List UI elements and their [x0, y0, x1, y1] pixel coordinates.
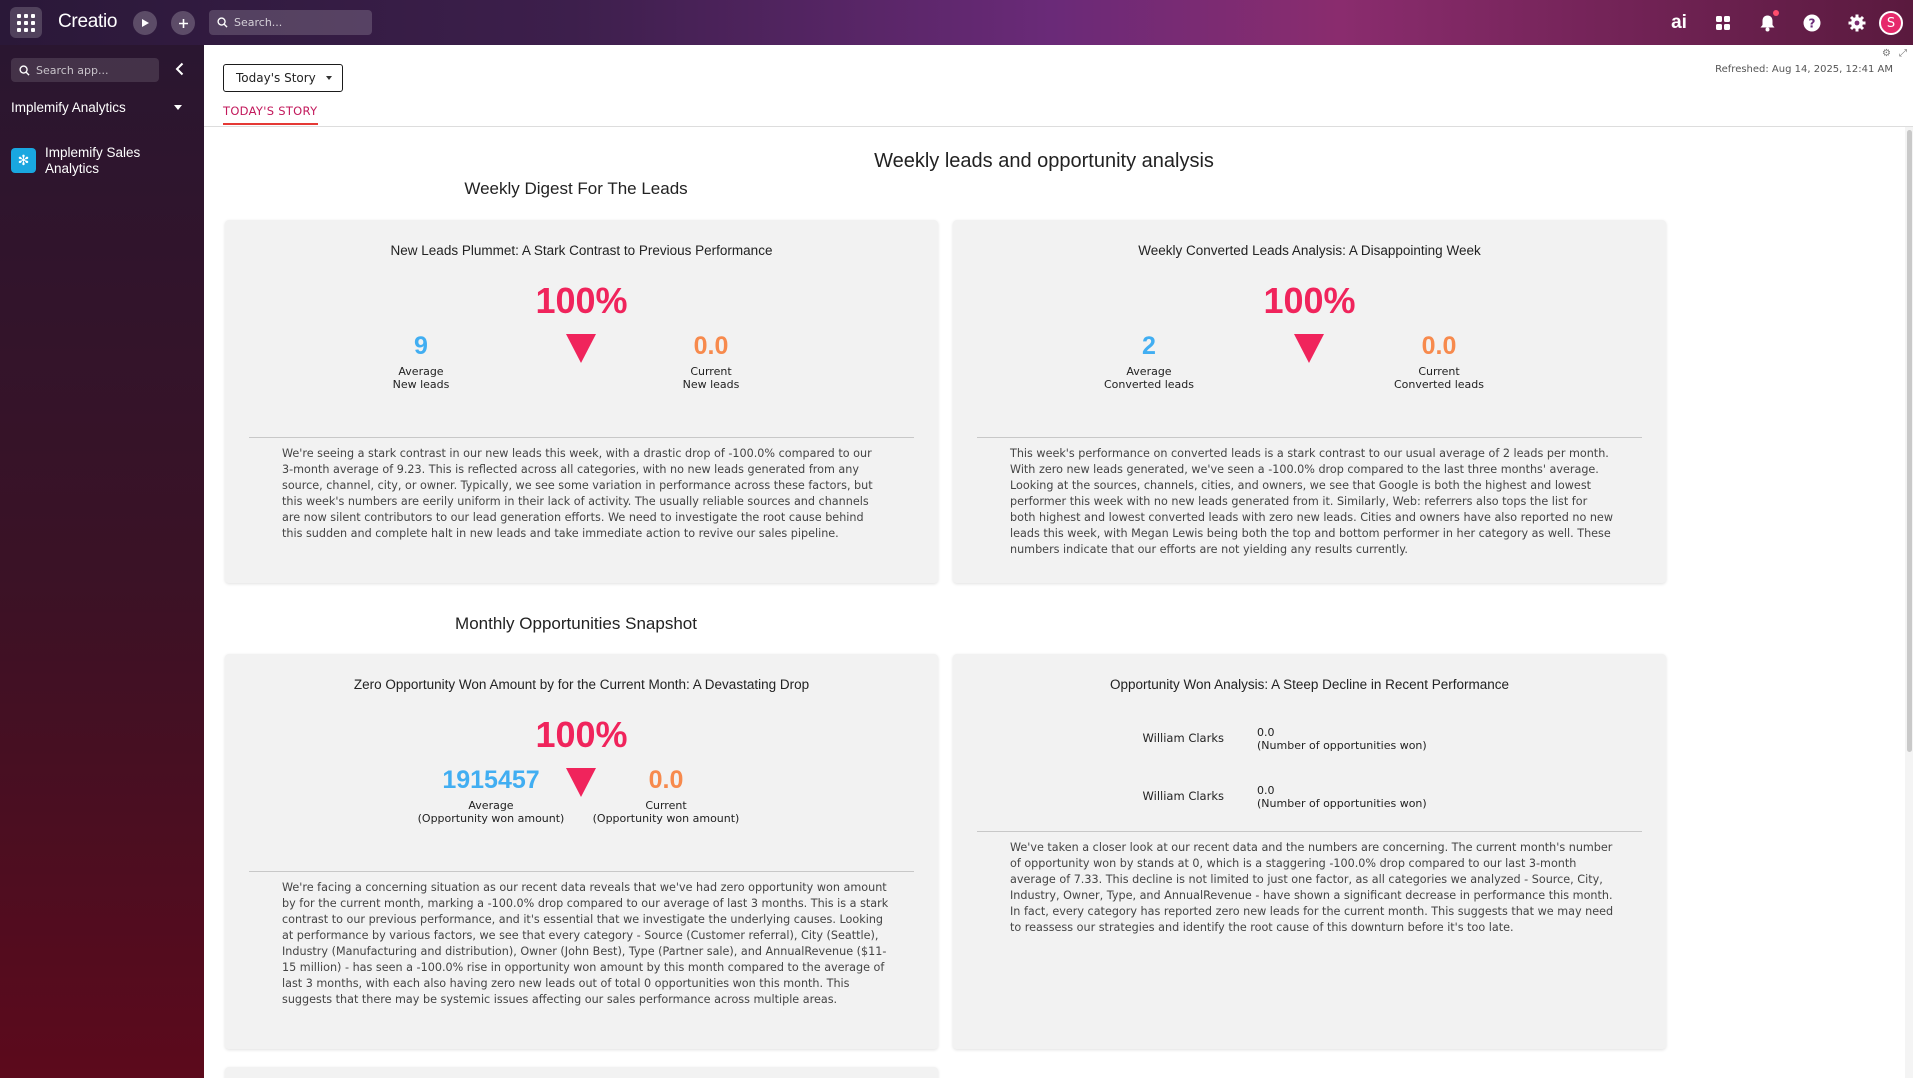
help-button[interactable]	[1801, 12, 1823, 34]
sidebar-item-label: Implemify Sales Analytics	[45, 145, 141, 176]
card-new-leads	[225, 220, 938, 583]
card-title: Zero Opportunity Won Amount by for the Current Month: A Devastating Drop	[353, 677, 810, 692]
bell-icon	[1759, 14, 1776, 32]
ai-label: ai	[1671, 12, 1687, 33]
card-summary-text: This week's performance on converted leads is a stark contrast to our usual average of 2 leads per month. With zero new leads generated, we've seen a -100.0% drop compared to the last three months' average. Looking at the sources, channels, cities, and owners, we see that Google is both the highest and lowest performer this week with no new leads generated from it. Similarly, Web: referrers also tops the list for both highest and lowest converted leads with zero new leads. Cities and owners have also reported no new leads this week, with Megan Lewis being both the top and bottom performer in her category as well. These numbers indicate that our efforts are not yielding any results currently.	[1010, 447, 1613, 556]
chevron-down-icon[interactable]	[174, 105, 182, 110]
section-heading-leads: Weekly Digest For The Leads	[464, 179, 688, 198]
sidebar-search[interactable]	[11, 58, 159, 82]
gear-icon[interactable]: ⚙	[1882, 48, 1891, 59]
settings-button[interactable]	[1846, 12, 1868, 34]
app-launcher-button[interactable]	[10, 7, 42, 38]
card-summary-text: We're seeing a stark contrast in our new leads this week, with a drastic drop of -100.0% compared to our 3-month average of 9.23. This is reflected across all categories, with no new leads generated from any source, channel, city, or owner. Typically, we see some variation in performance across these factors, but this week's numbers are eerily uniform in their lack of activity. The usually reliable sources and channels are now silent contributors to our lead generation efforts. We need to investigate the root cause behind this sudden and complete halt in new leads and take immediate action to revive our sales pipeline.	[282, 447, 873, 540]
active-tab-indicator	[223, 123, 318, 125]
search-icon	[19, 65, 30, 76]
sidebar	[0, 45, 204, 1078]
card-summary-text: We're facing a concerning situation as our recent data reveals that we've had zero opportunity won amount by for the current month, marking a -100.0% drop compared to our average of last 3 months. This is a stark contrast to our previous performance, and it's essential that we investigate the underlying causes. Looking at performance by various factors, we see that every category - Source (Customer referral), City (Seattle), Industry (Manufacturing and distribution), Owner (John Best), Type (Partner sale), and AnnualRevenue ($11-15 million) - has seen a -100.0% rise in opportunity won amount by this month compared to the average of last 3 months, with each also having zero new leads out of total 0 opportunities won this month. This suggests that there may be systemic issues affecting our sales performance across multiple areas.	[282, 881, 889, 1006]
owner-value: 0.0 (Number of opportunities won)	[1257, 784, 1427, 810]
story-dropdown[interactable]	[223, 64, 343, 92]
global-search[interactable]	[209, 10, 372, 35]
card-divider	[977, 437, 1642, 438]
metric-average-label: Average New leads	[392, 365, 450, 391]
tab-divider	[204, 126, 1913, 127]
sidebar-search-input[interactable]: Search app...	[36, 63, 109, 77]
story-dropdown-label: Today's Story	[236, 71, 316, 85]
notifications-button[interactable]	[1756, 12, 1778, 34]
workspace-title[interactable]: Implemify Analytics	[11, 100, 126, 115]
top-bar	[0, 0, 1913, 45]
card-divider	[249, 437, 914, 438]
card-divider	[249, 871, 914, 872]
card-title: Opportunity Won Analysis: A Steep Decline in Recent Performance	[1110, 677, 1509, 692]
add-button[interactable]	[171, 11, 195, 35]
card-converted-leads	[953, 220, 1666, 583]
metric-average	[1094, 332, 1204, 391]
change-percent: 100%	[535, 280, 628, 321]
metric-average-value: 9	[414, 332, 428, 360]
down-arrow-icon	[566, 334, 596, 363]
section-heading-opportunities: Monthly Opportunities Snapshot	[455, 614, 697, 633]
metric-current-label: Current New leads	[682, 365, 740, 391]
down-arrow-icon	[1294, 334, 1324, 363]
metric-average	[411, 766, 571, 825]
metric-average-value: 2	[1142, 332, 1156, 360]
page-title: Weekly leads and opportunity analysis	[874, 150, 1214, 172]
card-next-partial	[225, 1067, 938, 1078]
metric-average-value: 1915457	[442, 766, 540, 794]
card-summary-text: We've taken a closer look at our recent data and the numbers are concerning. The current month's number of opportunity won by stands at 0, which is a staggering -100.0% drop compared to our last 3-month average of 7.33. This decline is not limited to just one factor, as all categories we analyzed - Source, City, Industry, Owner, Type, and AnnualRevenue - have shown a significant decrease in performance this month. In fact, every category has reported zero new leads for the current month. This suggests that we may need to reassess our strategies and identify the root cause of this downturn before it's too late.	[1010, 841, 1614, 934]
change-percent: 100%	[1263, 280, 1356, 321]
collapse-sidebar-button[interactable]	[172, 61, 188, 77]
gear-icon	[1848, 14, 1866, 32]
snowflake-icon: ✻	[11, 148, 36, 173]
card-title: New Leads Plummet: A Stark Contrast to Previous Performance	[390, 243, 773, 258]
metric-average-label: Average Converted leads	[1103, 365, 1195, 391]
svg-text:?: ?	[1808, 16, 1816, 31]
chevron-down-icon	[326, 76, 332, 80]
user-avatar[interactable]: S	[1879, 11, 1903, 35]
metric-current-value: 0.0	[648, 766, 684, 794]
creatio-logo[interactable]: Creatio	[58, 11, 118, 32]
search-icon	[217, 17, 228, 28]
chevron-left-icon	[172, 61, 188, 77]
metric-current-value: 0.0	[1421, 332, 1457, 360]
metric-average	[371, 332, 471, 391]
sidebar-item-implemify-sales-analytics[interactable]	[11, 145, 201, 179]
metric-current-label: Current (Opportunity won amount)	[592, 799, 740, 825]
owner-name: William Clarks	[1142, 789, 1224, 803]
plus-icon	[178, 18, 189, 29]
apps-grid-icon	[1715, 15, 1731, 31]
apps-button[interactable]	[1712, 12, 1734, 34]
card-title: Weekly Converted Leads Analysis: A Disappointing Week	[1138, 243, 1481, 258]
notification-badge	[1773, 10, 1779, 16]
scrollbar-thumb[interactable]	[1907, 130, 1912, 752]
refreshed-timestamp: Refreshed: Aug 14, 2025, 12:41 AM	[1715, 64, 1893, 75]
play-icon	[140, 18, 150, 28]
metric-current	[586, 766, 746, 825]
global-search-input[interactable]: Search...	[234, 16, 283, 29]
card-opportunity-amount	[225, 654, 938, 1049]
metric-current-label: Current Converted leads	[1393, 365, 1485, 391]
dashboard-corner-controls	[1882, 48, 1907, 59]
owner-name: William Clarks	[1142, 731, 1224, 745]
owner-value: 0.0 (Number of opportunities won)	[1257, 726, 1427, 752]
grid-icon	[17, 14, 35, 32]
metric-current	[661, 332, 761, 391]
ai-button[interactable]	[1668, 12, 1690, 34]
change-percent: 100%	[535, 714, 628, 755]
metric-average-label: Average (Opportunity won amount)	[417, 799, 565, 825]
metric-current	[1384, 332, 1494, 391]
metric-current-value: 0.0	[693, 332, 729, 360]
card-opportunity-won	[953, 654, 1666, 1049]
help-icon	[1803, 14, 1821, 32]
main-content	[204, 45, 1913, 1078]
card-divider	[977, 831, 1642, 832]
expand-icon[interactable]: ⤢	[1899, 48, 1907, 59]
tab-todays-story[interactable]: TODAY'S STORY	[223, 104, 318, 118]
run-process-button[interactable]	[133, 11, 157, 35]
